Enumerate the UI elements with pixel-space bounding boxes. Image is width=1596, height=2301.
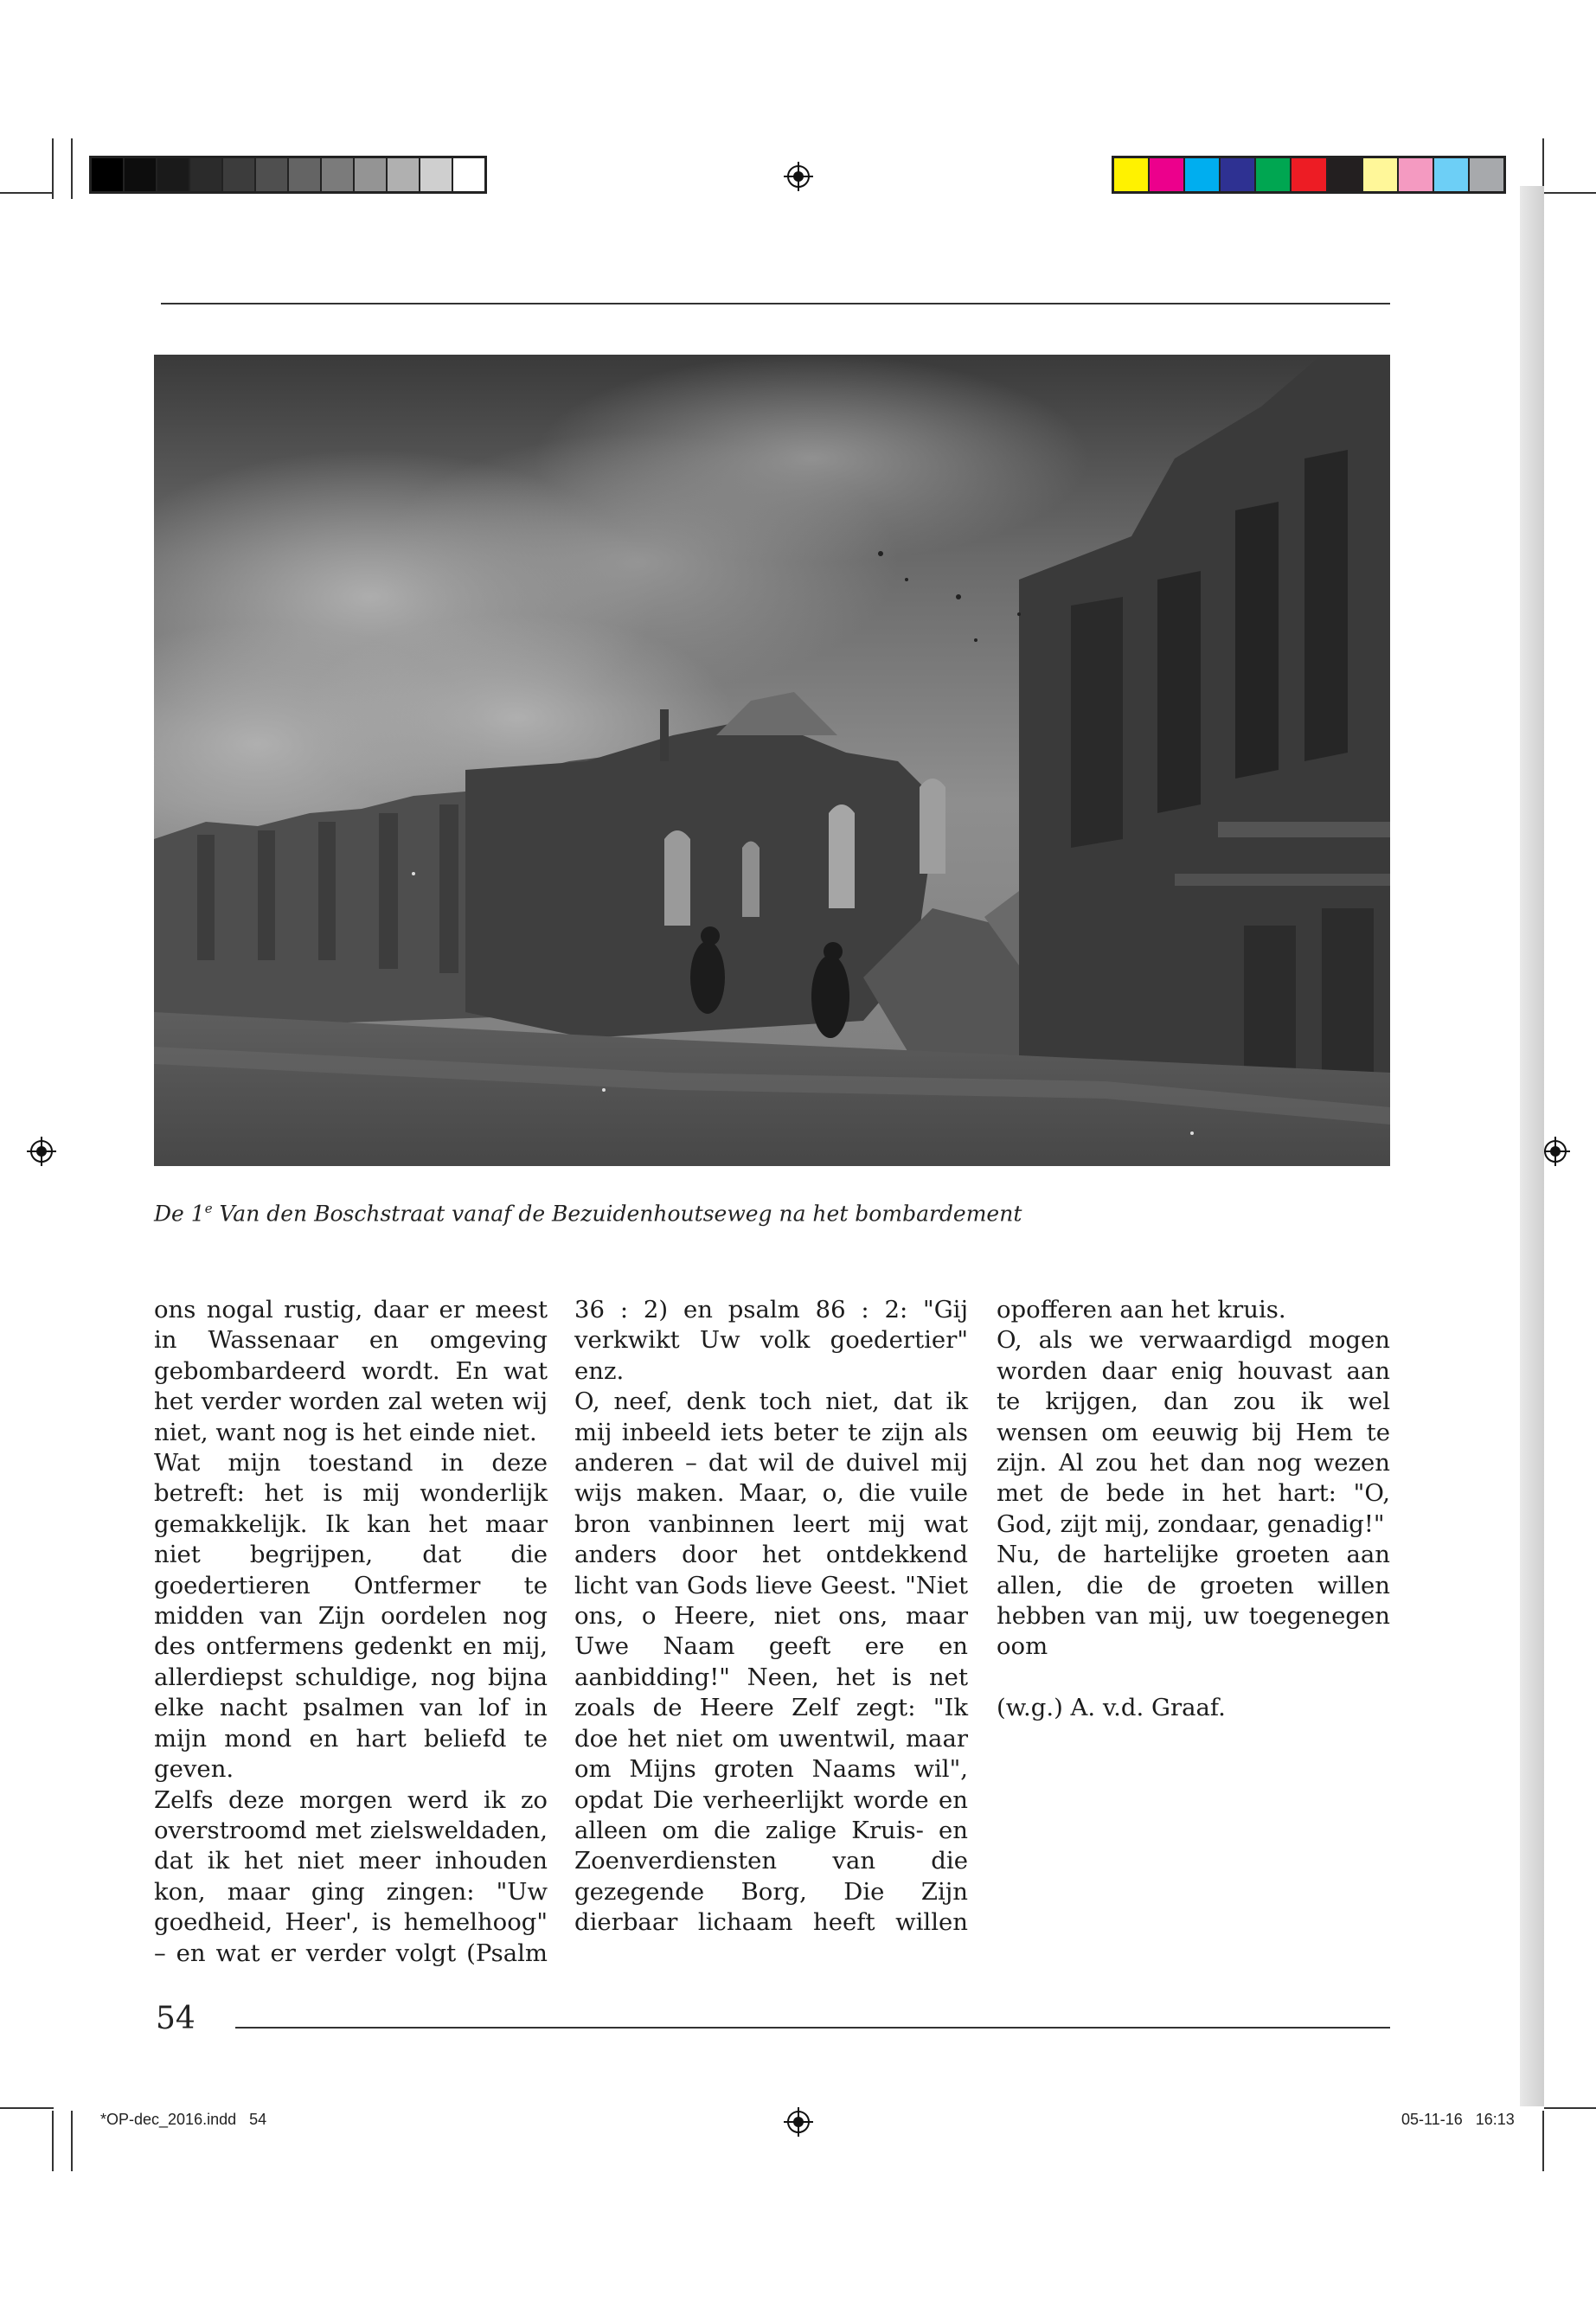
- gray-swatch: [190, 158, 223, 191]
- slug-file-name: *OP-dec_2016.indd 54: [100, 2111, 267, 2128]
- registration-mark-icon: [784, 2107, 813, 2137]
- bombed-street-photo: [154, 355, 1390, 1166]
- gray-swatch: [223, 158, 256, 191]
- paragraph: 36 : 2) en psalm 86 : 2: "Gij verkwikt Uw volk goedertier" enz.: [574, 1296, 968, 1385]
- color-bar: [1112, 156, 1506, 194]
- paragraph: ons nogal rustig, daar er meest in Wassenaar en omgeving gebombardeerd wordt. En wat het verder worden zal weten wij niet, want nog is het einde niet.: [154, 1296, 548, 1446]
- crop-mark: [71, 2111, 73, 2171]
- gray-swatch: [256, 158, 289, 191]
- color-swatch: [1114, 158, 1150, 191]
- registration-mark-icon: [784, 162, 813, 191]
- crop-mark: [52, 138, 54, 199]
- gray-scale-bar: [89, 156, 487, 194]
- paragraph: Wat mijn toestand in deze betreft: het is mij wonderlijk gemakkelijk. Ik kan het maar niet begrijpen, dat die goedertieren Ontfermer te midden van Zijn oordelen nog des ontfermens gedenkt en mij, allerdiepst schuldige, nog bijna elke nacht psalmen van lof in mijn mond en hart beliefd te geven.: [154, 1449, 548, 1784]
- crop-mark: [1544, 2107, 1596, 2109]
- color-swatch: [1434, 158, 1470, 191]
- color-swatch: [1185, 158, 1221, 191]
- photo-caption: De 1e Van den Boschstraat vanaf de Bezuidenhoutseweg na het bombardement: [154, 1201, 1022, 1227]
- paragraph: (w.g.) A. v.d. Graaf.: [997, 1693, 1226, 1721]
- gray-swatch: [355, 158, 388, 191]
- color-swatch: [1292, 158, 1327, 191]
- historical-photo: [154, 355, 1390, 1166]
- color-swatch: [1256, 158, 1292, 191]
- color-swatch: [1328, 158, 1363, 191]
- page-edge-strip: [1520, 186, 1544, 2106]
- crop-mark: [52, 2111, 54, 2171]
- gray-swatch: [92, 158, 125, 191]
- footer-rule: [235, 2027, 1390, 2029]
- paragraph: O, neef, denk toch niet, dat ik mij inbeeld iets beter te zijn als anderen – dat wil de duivel mij wijs maken. Maar, o, die vuile bron vanbinnen leert mij wat anders door het ontdekkend licht van Gods lieve Geest. "Niet ons, o Heere, niet ons, maar Uwe Naam geeft ere en aanbidding!" Neen, het is net zoals de Heere Zelf zegt: "Ik doe het niet om uwentwil, maar om Mijns groten Naams wil", opdat Die verheerlijkt worde en alleen om die zalige Kruis- en Zoenverdiensten van die gezegende Borg, Die Zijn dierbaar lichaam heeft willen: [574, 1388, 968, 1937]
- paragraph: O, als we verwaardigd mogen worden daar enig houvast aan te krijgen, dan zou ik wel wensen om eeuwig bij Hem te zijn. Al zou het dan nog wezen met de bede in het hart: "O, God, zijt mij, zondaar, genadig!": [997, 1326, 1390, 1538]
- paragraph: Nu, de hartelijke groeten aan allen, die de groeten willen hebben van mij, uw toegenegen oom: [997, 1541, 1390, 1661]
- crop-mark: [0, 192, 54, 194]
- paragraph: Zelfs deze morgen werd ik zo overstroomd met zielsweldaden, dat ik het niet meer inhouden kon, maar ging zingen: "Uw goedheid, Heer', is hemelhoog" – en wat er verder volgt (Psalm: [154, 1785, 548, 1967]
- gray-swatch: [125, 158, 157, 191]
- text-column-3: [997, 1295, 1390, 1723]
- color-swatch: [1399, 158, 1434, 191]
- gray-swatch: [420, 158, 453, 191]
- crop-mark: [1542, 2111, 1544, 2171]
- crop-mark: [1544, 192, 1596, 194]
- color-swatch: [1150, 158, 1185, 191]
- color-swatch: [1363, 158, 1399, 191]
- registration-mark-icon: [27, 1137, 56, 1166]
- gray-swatch: [157, 158, 190, 191]
- crop-mark: [71, 138, 73, 199]
- slug-date-time: 05-11-16 16:13: [1401, 2111, 1515, 2128]
- text-column-2: [574, 1295, 968, 1939]
- color-swatch: [1470, 158, 1503, 191]
- color-swatch: [1221, 158, 1256, 191]
- text-column-1: [154, 1295, 548, 1969]
- gray-swatch: [289, 158, 322, 191]
- gray-swatch: [322, 158, 355, 191]
- paragraph: opofferen aan het kruis.: [997, 1296, 1286, 1324]
- page-number: 54: [156, 2001, 195, 2036]
- crop-mark: [0, 2107, 54, 2109]
- header-rule: [161, 303, 1390, 304]
- registration-mark-icon: [1541, 1137, 1570, 1166]
- gray-swatch: [388, 158, 420, 191]
- gray-swatch: [453, 158, 484, 191]
